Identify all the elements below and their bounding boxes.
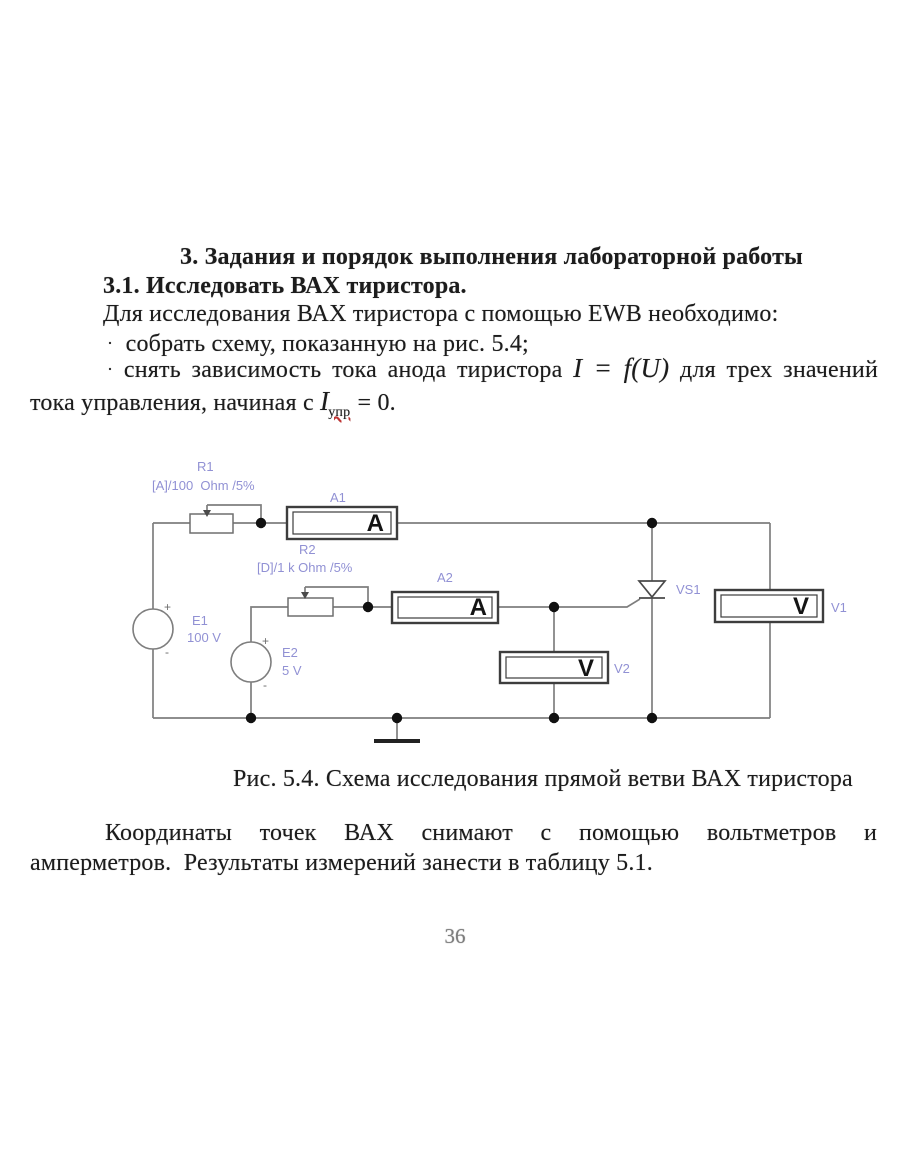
section-heading: 3.1. Исследовать ВАХ тиристора. — [103, 273, 467, 299]
continuation-text: тока управления, начиная с — [30, 390, 321, 416]
source-e1 — [133, 609, 173, 649]
thyristor-triangle — [639, 581, 665, 597]
continuation-line — [30, 386, 396, 422]
current-subscript: упр — [328, 405, 351, 420]
r2-label: R2 — [299, 542, 316, 557]
formula-inline: I = f(U) — [573, 353, 670, 383]
e1-label: E1 — [192, 613, 208, 628]
continuation-text-end: = 0. — [351, 390, 396, 416]
v1-letter: V — [792, 593, 809, 620]
bullet-text: для трех значений — [680, 357, 879, 383]
circuit-diagram — [100, 440, 880, 770]
intro-paragraph: Для исследования ВАХ тиристора с помощью EWB необходимо: — [103, 301, 779, 327]
e2-value: 5 V — [282, 663, 302, 678]
closing-paragraph-line-1: Координаты точек ВАХ снимают с помощью вольтметров и — [105, 820, 877, 846]
vs1-label: VS1 — [676, 582, 701, 597]
ammeter-a1 — [287, 507, 397, 539]
bullet-item-2 — [107, 355, 878, 386]
thyristor-vs1 — [639, 581, 665, 598]
r1-value: [A]/100 Ohm /5% — [152, 478, 255, 493]
a1-label: A1 — [330, 490, 346, 505]
e1-plus-sign: + — [164, 600, 172, 614]
bullet-text: собрать схему, показанную на рис. 5.4; — [125, 331, 529, 357]
closing-paragraph-line-2: амперметров. Результаты измерений занести в таблицу 5.1. — [30, 850, 653, 876]
r2-value: [D]/1 k Ohm /5% — [257, 560, 353, 575]
figure-caption: Рис. 5.4. Схема исследования прямой ветви ВАХ тиристора — [233, 766, 853, 792]
page-number: 36 — [444, 924, 466, 948]
bullet-text: снять зависимость тока анода тиристора — [123, 357, 563, 383]
v1-label: V1 — [831, 600, 847, 615]
a1-letter: A — [366, 510, 384, 537]
r1-label: R1 — [197, 459, 214, 474]
potentiometer-r2 — [288, 598, 333, 616]
e1-minus-sign: - — [165, 645, 169, 659]
voltmeter-v1 — [715, 590, 823, 622]
v2-label: V2 — [614, 661, 630, 676]
a2-label: A2 — [437, 570, 453, 585]
bullet-marker: · — [107, 333, 114, 353]
chapter-heading: 3. Задания и порядок выполнения лабораторной работы — [180, 244, 803, 270]
e2-minus-sign: - — [263, 678, 267, 692]
a2-letter: A — [469, 594, 487, 621]
e2-label: E2 — [282, 645, 298, 660]
source-e2 — [231, 642, 271, 682]
current-variable: I — [320, 386, 330, 416]
e2-plus-sign: + — [262, 634, 270, 648]
bullet-marker: · — [107, 359, 114, 379]
e1-value: 100 V — [187, 630, 221, 645]
ammeter-a2 — [392, 592, 498, 623]
voltmeter-v2 — [500, 652, 608, 683]
potentiometer-r1 — [190, 514, 233, 533]
v2-letter: V — [577, 655, 594, 682]
